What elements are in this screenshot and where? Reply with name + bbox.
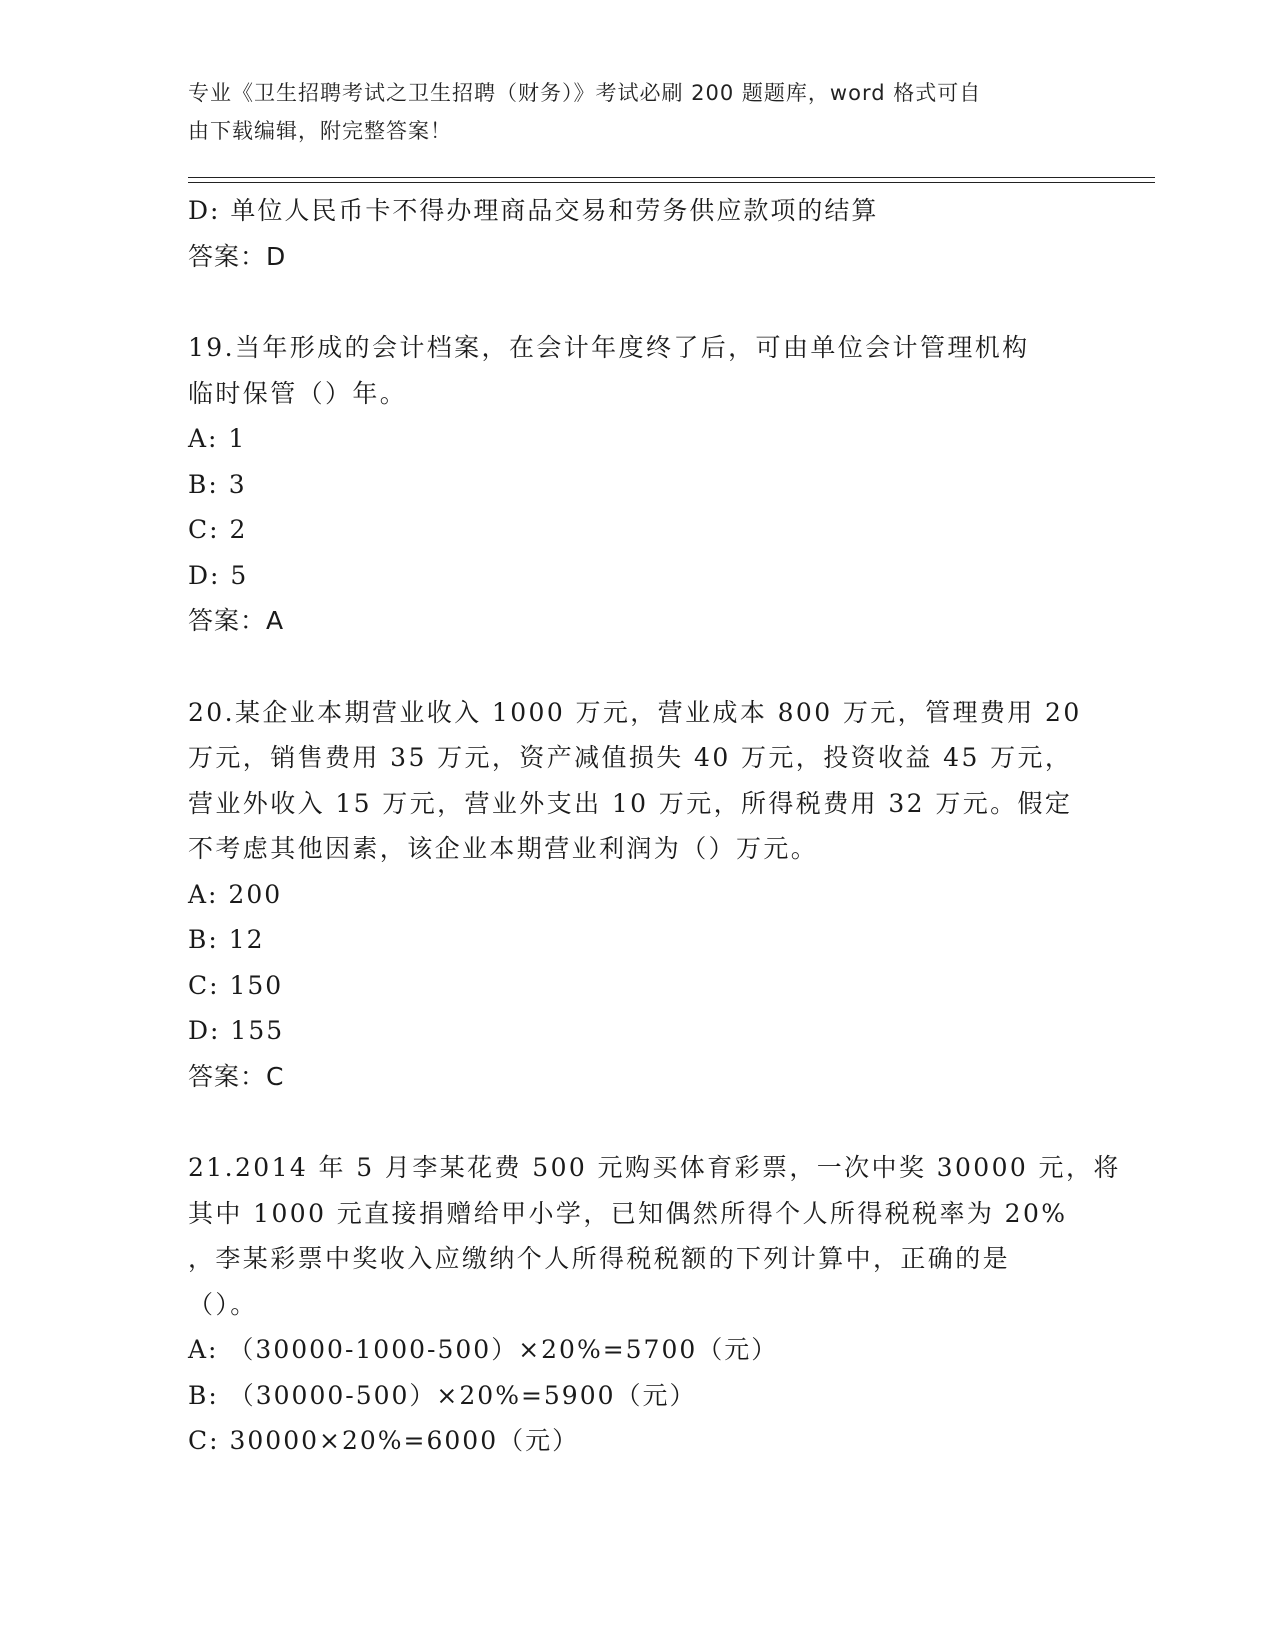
question-text-line: 万元，销售费用 35 万元，资产减值损失 40 万元，投资收益 45 万元，: [188, 743, 1073, 772]
answer-line: 答案：C: [188, 1061, 285, 1091]
header-divider-bottom: [188, 182, 1155, 183]
question-text-line: 其中 1000 元直接捐赠给甲小学，已知偶然所得个人所得税税率为 20%: [188, 1198, 1068, 1228]
answer-line: 答案：D: [188, 241, 287, 271]
option-a: A: （30000-1000-500）×20%=5700（元）: [188, 1335, 779, 1364]
question-21: [188, 1145, 1121, 1327]
question-text-line: 20.某企业本期营业收入 1000 万元，营业成本 800 万元，管理费用 20: [188, 697, 1082, 727]
option-c: C: 30000×20%=6000（元）: [188, 1426, 580, 1455]
answer-line: 答案：A: [188, 606, 285, 635]
option-b: B: （30000-500）×20%=5900（元）: [188, 1380, 697, 1410]
question-text-line: 临时保管（）年。: [188, 378, 408, 408]
spacer: [188, 644, 1088, 690]
spacer: [188, 279, 1088, 325]
document-header: [188, 74, 1068, 150]
option-c: C: 150: [188, 970, 284, 1000]
option-d: D: 单位人民币卡不得办理商品交易和劳务供应款项的结算: [188, 196, 879, 225]
question-content: [188, 188, 1121, 1464]
question-text-line: ，李某彩票中奖收入应缴纳个人所得税税额的下列计算中，正确的是: [188, 1244, 1011, 1273]
header-line-1: 专业《卫生招聘考试之卫生招聘（财务）》考试必刷 200 题题库，word 格式可自: [188, 81, 982, 105]
question-text-line: 19.当年形成的会计档案，在会计年度终了后，可由单位会计管理机构: [188, 333, 1030, 362]
question-19: [188, 325, 1088, 416]
spacer: [188, 1099, 1088, 1145]
option-b: B: 12: [188, 925, 265, 954]
question-text-line: 营业外收入 15 万元，营业外支出 10 万元，所得税费用 32 万元。假定: [188, 788, 1073, 818]
option-b: B: 3: [188, 469, 247, 499]
question-text-line: 不考虑其他因素，该企业本期营业利润为（）万元。: [188, 834, 819, 863]
option-a: A: 200: [188, 879, 283, 909]
option-c: C: 2: [188, 515, 248, 544]
question-20: [188, 690, 1088, 872]
option-d: D: 5: [188, 560, 249, 590]
header-line-2: 由下载编辑，附完整答案！: [188, 119, 452, 143]
header-divider-top: [188, 177, 1155, 178]
option-d: D: 155: [188, 1016, 285, 1045]
option-a: A: 1: [188, 424, 247, 453]
question-text-line: 21.2014 年 5 月李某花费 500 元购买体育彩票，一次中奖 30000 元，将: [188, 1153, 1121, 1182]
question-text-line: （）。: [188, 1289, 258, 1319]
